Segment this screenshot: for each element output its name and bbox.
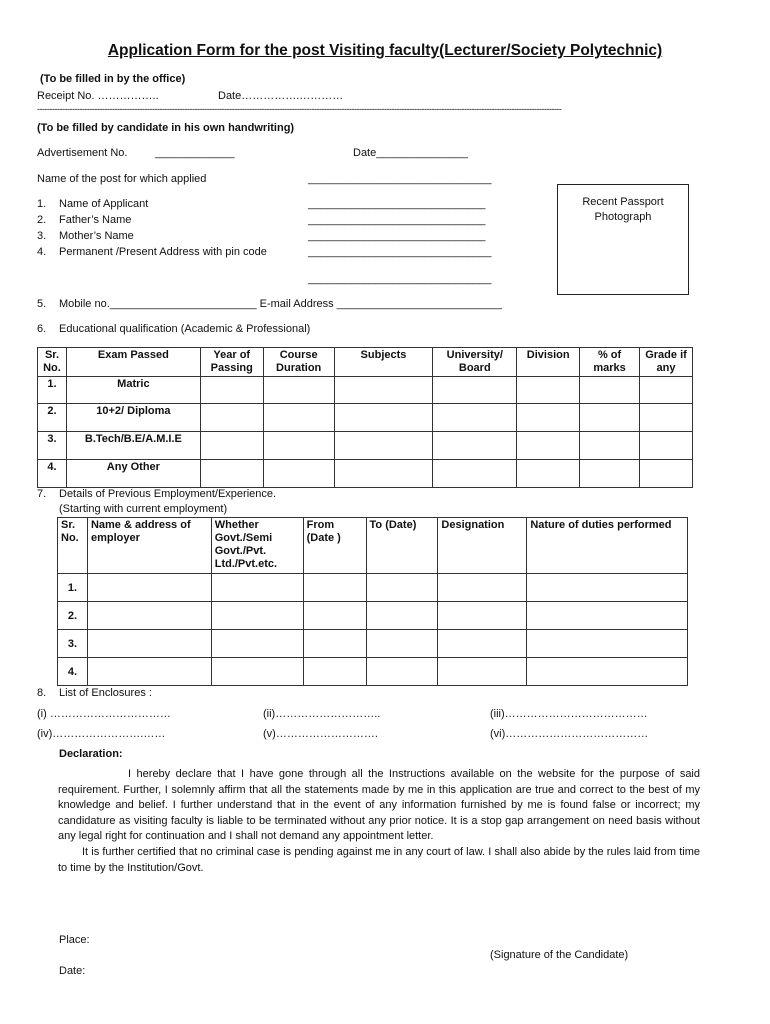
emp-cell[interactable] (87, 658, 211, 686)
edu-cell[interactable] (517, 404, 580, 432)
edu-cell[interactable] (517, 432, 580, 460)
table-row (38, 460, 693, 488)
emp-cell[interactable] (527, 630, 688, 658)
edu-cell[interactable] (517, 460, 580, 488)
employment-label: Details of Previous Employment/Experience. (59, 488, 277, 500)
father-name-field[interactable]: _____________________________ (308, 214, 486, 226)
edu-cell[interactable] (433, 377, 517, 404)
edu-exam: 10+2/ Diploma (66, 404, 200, 432)
emp-header-duties: Nature of duties performed (527, 518, 688, 574)
field-num-1: 1. (37, 198, 47, 210)
separator-line: ------------------------------------------------------------------------------------------------------------------------------------------------------------------------------------------------------------------ (37, 104, 562, 114)
emp-cell[interactable] (211, 602, 303, 630)
field-num-4: 4. (37, 246, 47, 258)
field-num-8: 8. (37, 687, 47, 699)
field-num-3: 3. (37, 230, 47, 242)
edu-cell[interactable] (517, 377, 580, 404)
father-name-label: Father’s Name (59, 214, 132, 226)
education-header-row (38, 348, 693, 377)
edu-header-division: Division (517, 348, 580, 377)
employment-header-row (58, 518, 688, 574)
enclosure-field-6[interactable]: (vi)………………………………… (490, 728, 649, 740)
post-applied-field[interactable]: ______________________________ (308, 173, 492, 185)
emp-cell[interactable] (366, 574, 438, 602)
mother-name-label: Mother’s Name (59, 230, 134, 242)
edu-cell[interactable] (334, 377, 433, 404)
enclosure-field-5[interactable]: (v)………………………. (263, 728, 378, 740)
enclosure-field-2[interactable]: (ii)……………………….. (263, 708, 381, 720)
education-label: Educational qualification (Academic & Professional) (59, 323, 311, 335)
emp-header-type: Whether Govt./Semi Govt./Pvt. Ltd./Pvt.etc. (211, 518, 303, 574)
footer-date-field[interactable]: Date: (59, 965, 86, 977)
edu-cell[interactable] (433, 404, 517, 432)
emp-sr: 1. (58, 574, 88, 602)
candidate-heading: (To be filled by candidate in his own handwriting) (37, 122, 295, 134)
edu-cell[interactable] (263, 404, 334, 432)
employment-sublabel: (Starting with current employment) (59, 503, 228, 515)
emp-cell[interactable] (366, 658, 438, 686)
edu-cell[interactable] (640, 432, 693, 460)
edu-cell[interactable] (200, 377, 263, 404)
edu-cell[interactable] (580, 404, 640, 432)
emp-cell[interactable] (438, 574, 527, 602)
table-row (38, 432, 693, 460)
advertisement-label: Advertisement No. (37, 147, 128, 159)
emp-header-sr: Sr. No. (58, 518, 88, 574)
enclosure-field-4[interactable]: (iv)…………………….…… (37, 728, 166, 740)
edu-cell[interactable] (640, 404, 693, 432)
photo-label: Recent Passport Photograph (582, 196, 664, 223)
passport-photo-box (557, 184, 689, 295)
table-row (38, 404, 693, 432)
edu-exam: Any Other (66, 460, 200, 488)
emp-cell[interactable] (527, 602, 688, 630)
mother-name-field[interactable]: _____________________________ (308, 230, 486, 242)
field-num-7: 7. (37, 488, 47, 500)
emp-cell[interactable] (211, 630, 303, 658)
edu-cell[interactable] (263, 377, 334, 404)
applicant-name-label: Name of Applicant (59, 198, 149, 210)
edu-cell[interactable] (263, 460, 334, 488)
emp-header-to: To (Date) (366, 518, 438, 574)
edu-cell[interactable] (334, 404, 433, 432)
edu-cell[interactable] (433, 432, 517, 460)
office-date-field[interactable]: Date…………….………… (218, 90, 344, 102)
emp-cell[interactable] (87, 574, 211, 602)
edu-cell[interactable] (580, 432, 640, 460)
edu-sr: 3. (38, 432, 67, 460)
form-title: Application Form for the post Visiting faculty(Lecturer/Society Polytechnic) (107, 42, 663, 59)
edu-cell[interactable] (200, 404, 263, 432)
emp-cell[interactable] (303, 574, 366, 602)
applicant-name-field[interactable]: _____________________________ (308, 198, 486, 210)
emp-cell[interactable] (87, 602, 211, 630)
office-heading: (To be filled in by the office) (40, 73, 186, 85)
advertisement-date-field[interactable]: Date_______________ (353, 147, 469, 159)
edu-header-university: University/ Board (433, 348, 517, 377)
edu-cell[interactable] (640, 377, 693, 404)
edu-cell[interactable] (640, 460, 693, 488)
table-row (58, 658, 688, 686)
emp-sr: 3. (58, 630, 88, 658)
emp-cell[interactable] (438, 630, 527, 658)
employment-table (57, 517, 688, 686)
emp-cell[interactable] (438, 602, 527, 630)
declaration-text (58, 767, 700, 876)
table-row (38, 377, 693, 404)
enclosures-label: List of Enclosures : (59, 687, 152, 699)
edu-cell[interactable] (334, 432, 433, 460)
edu-header-subjects: Subjects (334, 348, 433, 377)
declaration-heading: Declaration: (59, 748, 123, 760)
edu-exam: B.Tech/B.E/A.M.I.E (66, 432, 200, 460)
emp-cell[interactable] (527, 658, 688, 686)
emp-cell[interactable] (211, 574, 303, 602)
edu-cell[interactable] (433, 460, 517, 488)
edu-header-grade: Grade if any (640, 348, 693, 377)
emp-cell[interactable] (366, 602, 438, 630)
emp-cell[interactable] (527, 574, 688, 602)
edu-header-exam: Exam Passed (66, 348, 200, 377)
edu-header-marks: % of marks (580, 348, 640, 377)
signature-label: (Signature of the Candidate) (490, 949, 629, 961)
emp-cell[interactable] (211, 658, 303, 686)
edu-cell[interactable] (580, 377, 640, 404)
post-applied-label: Name of the post for which applied (37, 173, 207, 185)
edu-cell[interactable] (580, 460, 640, 488)
edu-cell[interactable] (200, 460, 263, 488)
edu-sr: 2. (38, 404, 67, 432)
field-num-2: 2. (37, 214, 47, 226)
edu-cell[interactable] (200, 432, 263, 460)
field-num-5: 5. (37, 298, 47, 310)
enclosure-field-1[interactable]: (i) …………………………… (37, 708, 171, 720)
address-field-line2[interactable]: ______________________________ (308, 273, 492, 285)
emp-header-designation: Designation (438, 518, 527, 574)
receipt-no-field[interactable]: Receipt No. …………….. (37, 90, 159, 102)
edu-header-sr: Sr. No. (38, 348, 67, 377)
emp-cell[interactable] (366, 630, 438, 658)
education-table (37, 347, 693, 488)
field-num-6: 6. (37, 323, 47, 335)
declaration-para-2: It is further certified that no criminal case is pending against me in any court of law. I shall also abide by the rules laid from time to time by the Institution/Govt. (58, 845, 700, 874)
edu-header-year: Year of Passing (200, 348, 263, 377)
emp-cell[interactable] (303, 602, 366, 630)
address-field[interactable]: ______________________________ (308, 246, 492, 258)
table-row (58, 602, 688, 630)
emp-cell[interactable] (87, 630, 211, 658)
edu-sr: 1. (38, 377, 67, 404)
emp-cell[interactable] (438, 658, 527, 686)
emp-sr: 2. (58, 602, 88, 630)
emp-header-from: From (Date ) (303, 518, 366, 574)
edu-exam: Matric (66, 377, 200, 404)
table-row (58, 574, 688, 602)
emp-cell[interactable] (303, 658, 366, 686)
place-field[interactable]: Place: (59, 934, 90, 946)
edu-cell[interactable] (263, 432, 334, 460)
emp-header-employer: Name & address of employer (87, 518, 211, 574)
declaration-para-1: I hereby declare that I have gone through all the Instructions available on the website for the purpose of said requirement. Further, I solemnly affirm that all the statements made by me in this application are true and correct to the best of my knowledge and belief. I further understand that in the event of any information furnished by me is found false or incorrect; my candidature as visiting faculty is liable to be terminated without any prior notice. It is a stop gap arrangement on need basis without any legal right for continuation and I shall not demand any appointment letter. (58, 768, 700, 843)
address-label: Permanent /Present Address with pin code (59, 246, 267, 258)
table-row (58, 630, 688, 658)
advertisement-no-field[interactable]: _____________ (155, 147, 235, 159)
mobile-email-field[interactable]: Mobile no.________________________ E-mail Address ___________________________ (59, 298, 502, 310)
edu-header-duration: Course Duration (263, 348, 334, 377)
edu-sr: 4. (38, 460, 67, 488)
emp-sr: 4. (58, 658, 88, 686)
enclosure-field-3[interactable]: (iii)………………………………… (490, 708, 648, 720)
emp-cell[interactable] (303, 630, 366, 658)
edu-cell[interactable] (334, 460, 433, 488)
